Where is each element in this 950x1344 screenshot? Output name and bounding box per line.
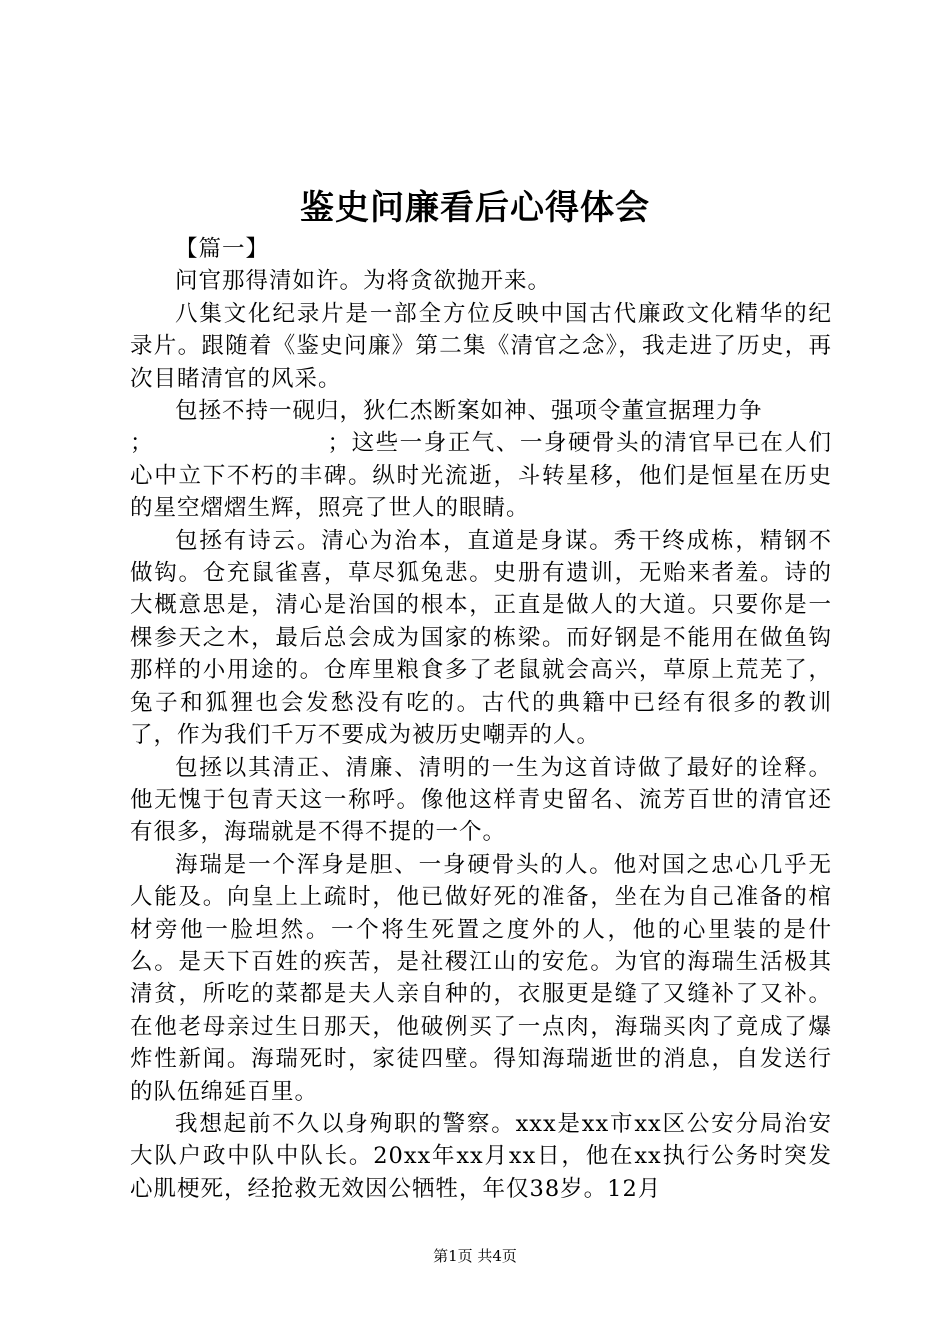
page-footer: 第1页 共4页 <box>433 1247 517 1265</box>
document-title: 鉴史问廉看后心得体会 <box>300 188 650 228</box>
paragraph: 海瑞是一个浑身是胆、一身硬骨头的人。他对国之忠心几乎无人能及。向皇上上疏时，他已做好死的准备，坐在为自己准备的棺材旁他一脸坦然。一个将生死置之度外的人，他的心里装的是什么。是天下百姓的疾苦，是社稷江山的安危。为官的海瑞生活极其清贫，所吃的菜都是夫人亲自种的，衣服更是缝了又缝补了又补。在他老母亲过生日那天，他破例买了一点肉，海瑞买肉了竟成了爆炸性新闻。海瑞死时，家徒四壁。得知海瑞逝世的消息，自发送行的队伍绵延百里。 <box>130 851 832 1105</box>
section-heading: 【篇一】 <box>175 236 270 262</box>
paragraph: 八集文化纪录片是一部全方位反映中国古代廉政文化精华的纪录片。跟随着《鉴史问廉》第二集《清官之念》，我走进了历史，再次目睹清官的风采。 <box>130 300 832 392</box>
paragraph: 包拯以其清正、清廉、清明的一生为这首诗做了最好的诠释。他无愧于包青天这一称呼。像他这样青史留名、流芳百世的清官还有很多，海瑞就是不得不提的一个。 <box>130 754 832 846</box>
paragraph: 问官那得清如许。为将贪欲抛开来。 <box>175 268 552 295</box>
paragraph: 包拯有诗云。清心为治本，直道是身谋。秀干终成栋，精钢不做钩。仓充鼠雀喜，草尽狐兔悲。史册有遗训，无贻来者羞。诗的大概意思是，清心是治国的根本，正直是做人的大道。只要你是一棵参天之木，最后总会成为国家的栋梁。而好钢是不能用在做鱼钩那样的小用途的。仓库里粮食多了老鼠就会高兴，草原上荒芜了，兔子和狐狸也会发愁没有吃的。古代的典籍中已经有很多的教训了，作为我们千万不要成为被历史嘲弄的人。 <box>130 527 832 749</box>
paragraph: 我想起前不久以身殉职的警察。xxx是xx市xx区公安分局治安大队户政中队中队长。20xx年xx月xx日，他在xx执行公务时突发心肌梗死，经抢救无效因公牺牲，年仅38岁。12月 <box>130 1110 832 1202</box>
paragraph: 包拯不持一砚归，狄仁杰断案如神、强项令董宣据理力争 <box>175 398 763 425</box>
paragraph: ； ；这些一身正气、一身硬骨头的清官早已在人们心中立下不朽的丰碑。纵时光流逝，斗转星移，他们是恒星在历史的星空熠熠生辉，照亮了世人的眼睛。 <box>130 430 832 522</box>
document-body <box>130 233 832 1205</box>
